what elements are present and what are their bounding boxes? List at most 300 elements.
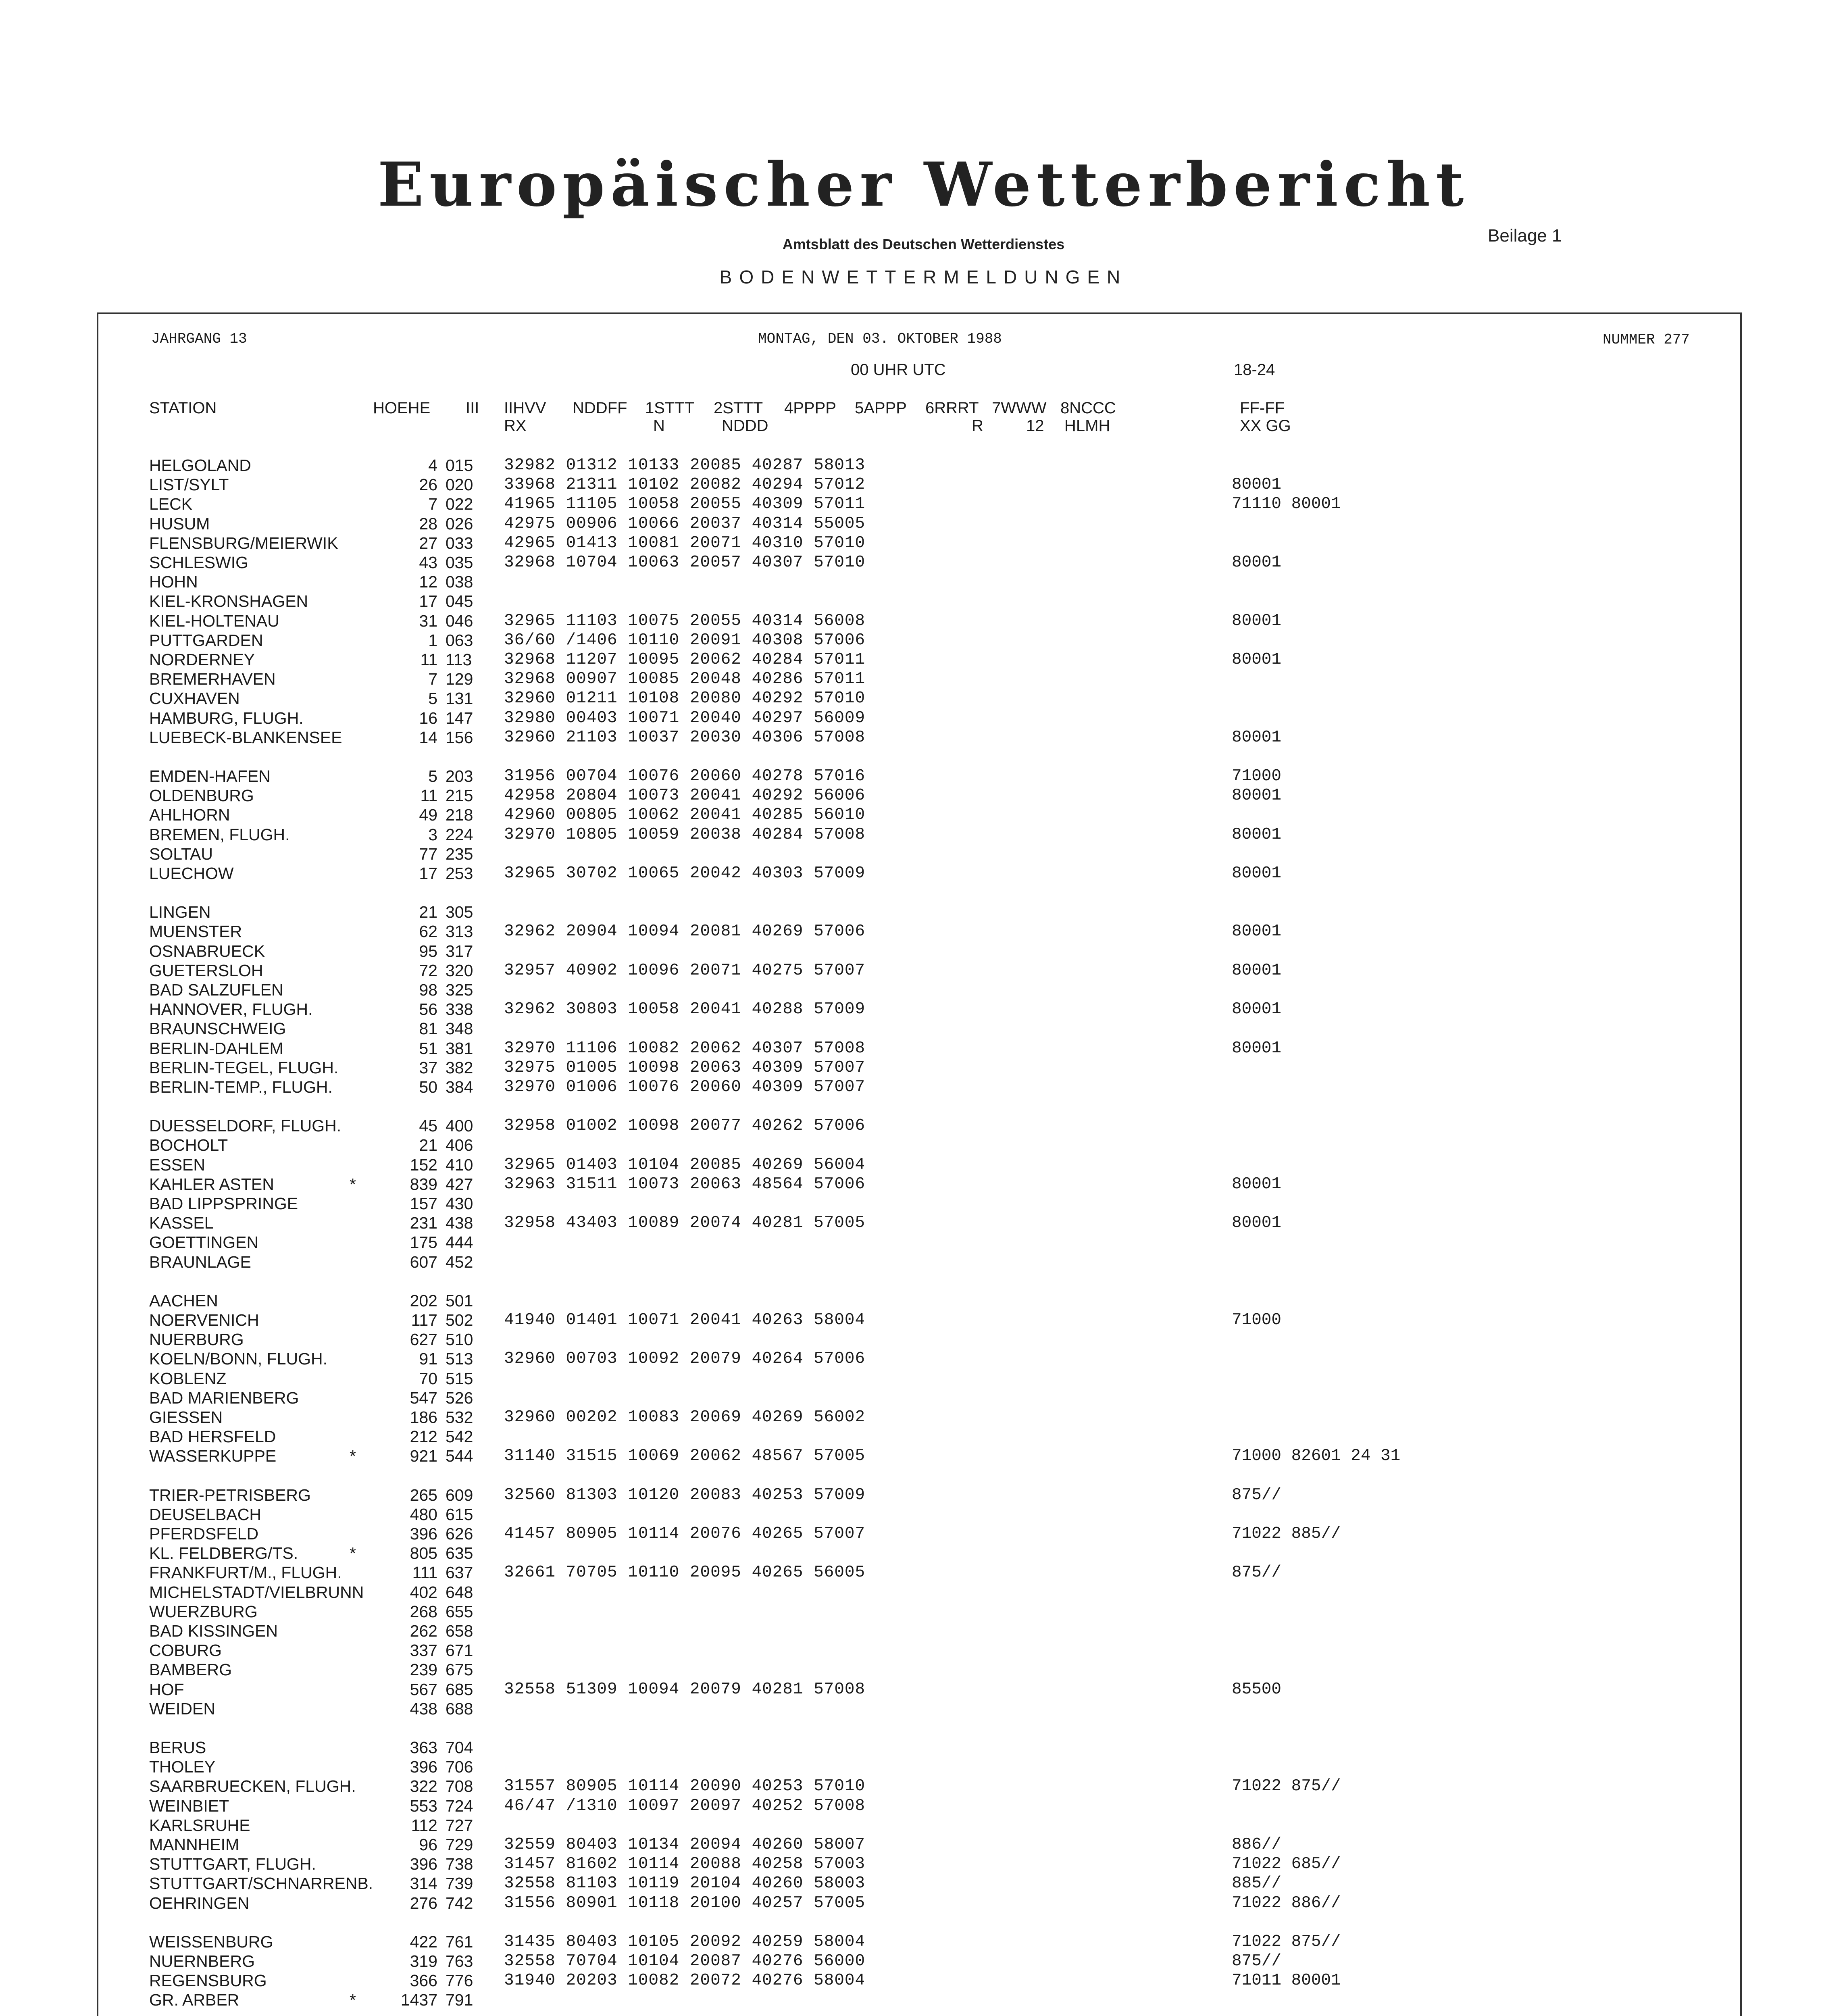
extra-groups: 875// [1232, 1563, 1282, 1582]
station-height: 56 [419, 1000, 437, 1018]
station-id: 452 [446, 1253, 473, 1271]
station-name: KL. FELDBERG/TS. [149, 1544, 298, 1562]
station-row [0, 1058, 1847, 1077]
station-name: FRANKFURT/M., FLUGH. [149, 1563, 342, 1582]
observation-groups: 32965 11103 10075 20055 40314 56008 [504, 612, 866, 630]
observation-groups: 32982 01312 10133 20085 40287 58013 [504, 456, 866, 475]
station-row [0, 1039, 1847, 1058]
station-height: 37 [419, 1058, 437, 1077]
station-id: 637 [446, 1563, 473, 1582]
station-name: BRAUNSCHWEIG [149, 1019, 286, 1038]
station-height: 839 [410, 1175, 437, 1193]
station-height: 265 [410, 1486, 437, 1504]
station-height: 363 [410, 1738, 437, 1757]
observation-groups: 32980 00403 10071 20040 40297 56009 [504, 709, 866, 727]
station-row [0, 1738, 1847, 1757]
extra-groups: 80001 [1232, 1175, 1282, 1193]
station-height: 26 [419, 475, 437, 494]
station-height: 77 [419, 845, 437, 863]
station-name: STUTTGART/SCHNARRENB. [149, 1874, 373, 1893]
col-hoehe: HOEHE [373, 399, 431, 417]
station-name: AHLHORN [149, 806, 230, 824]
station-id: 147 [446, 709, 473, 727]
station-row [0, 1233, 1847, 1252]
station-row [0, 1621, 1847, 1641]
observation-groups: 46/47 /1310 10097 20097 40252 57008 [504, 1797, 866, 1815]
extra-groups: 885// [1232, 1874, 1282, 1893]
col-8nccc: 8NCCC [1060, 399, 1116, 417]
col-6rrrt-sub: R [972, 417, 983, 435]
station-id: 317 [446, 942, 473, 960]
station-height: 276 [410, 1894, 437, 1912]
station-row [0, 1971, 1847, 1990]
station-row [0, 1194, 1847, 1213]
station-height: 96 [419, 1835, 437, 1854]
station-name: HOHN [149, 573, 198, 591]
station-id: 382 [446, 1058, 473, 1077]
station-row [0, 1213, 1847, 1233]
station-height: 5 [428, 689, 437, 708]
station-row [0, 1349, 1847, 1368]
col-nddff: NDDFF [573, 399, 627, 417]
station-row [0, 1932, 1847, 1951]
station-id: 675 [446, 1660, 473, 1679]
station-id: 542 [446, 1427, 473, 1446]
extra-groups: 71110 80001 [1232, 495, 1341, 513]
station-height: 51 [419, 1039, 437, 1058]
station-name: CUXHAVEN [149, 689, 240, 708]
station-height: 62 [419, 922, 437, 941]
station-name: HOF [149, 1680, 184, 1699]
station-height: 17 [419, 592, 437, 610]
station-row [0, 1524, 1847, 1543]
station-name: NOERVENICH [149, 1311, 259, 1329]
station-name: BAD HERSFELD [149, 1427, 276, 1446]
station-height: 607 [410, 1253, 437, 1271]
station-height: 921 [410, 1447, 437, 1465]
station-name: SOLTAU [149, 845, 213, 863]
observation-groups: 32965 01403 10104 20085 40269 56004 [504, 1156, 866, 1174]
station-name: HANNOVER, FLUGH. [149, 1000, 313, 1018]
station-row [0, 1854, 1847, 1874]
station-row [0, 1369, 1847, 1388]
station-name: BAD KISSINGEN [149, 1622, 278, 1640]
station-row [0, 1505, 1847, 1524]
station-row [0, 1816, 1847, 1835]
station-name: BREMEN, FLUGH. [149, 825, 290, 844]
station-id: 113 [446, 650, 472, 669]
station-row [0, 1776, 1847, 1796]
extra-groups: 80001 [1232, 650, 1282, 669]
station-height: 43 [419, 553, 437, 572]
station-height: 322 [410, 1777, 437, 1795]
station-id: 215 [446, 786, 473, 805]
station-id: 430 [446, 1194, 473, 1213]
station-row [0, 766, 1847, 786]
time-range-label: 18-24 [1234, 361, 1275, 379]
station-id: 708 [446, 1777, 473, 1795]
extra-groups: 80001 [1232, 728, 1282, 747]
station-name: NORDERNEY [149, 650, 255, 669]
station-row [0, 786, 1847, 805]
station-name: BERLIN-DAHLEM [149, 1039, 283, 1058]
observation-groups: 31557 80905 10114 20090 40253 57010 [504, 1777, 866, 1795]
extra-groups: 71022 875// [1232, 1933, 1341, 1951]
station-id: 761 [446, 1933, 473, 1951]
col-6rrrt: 6RRRT [925, 399, 979, 417]
station-name: KOELN/BONN, FLUGH. [149, 1350, 327, 1368]
station-height: 319 [410, 1952, 437, 1970]
station-row [0, 1543, 1847, 1563]
station-row [0, 864, 1847, 883]
station-height: 262 [410, 1622, 437, 1640]
observation-groups: 31457 81602 10114 20088 40258 57003 [504, 1855, 866, 1873]
station-row [0, 514, 1847, 533]
station-row [0, 902, 1847, 922]
extra-groups: 71022 885// [1232, 1524, 1341, 1543]
observation-groups: 41965 11105 10058 20055 40309 57011 [504, 495, 866, 513]
station-row [0, 1874, 1847, 1893]
station-name: BAD MARIENBERG [149, 1389, 299, 1407]
station-name: REGENSBURG [149, 1971, 267, 1990]
station-id: 648 [446, 1583, 473, 1602]
station-name: TRIER-PETRISBERG [149, 1486, 311, 1504]
station-id: 502 [446, 1311, 473, 1329]
observation-groups: 32970 10805 10059 20038 40284 57008 [504, 825, 866, 844]
station-height: 1437 [400, 1991, 437, 2009]
time-label: 00 UHR UTC [851, 361, 946, 379]
col-iihvv-sub: RX [504, 417, 527, 435]
col-iihvv: IIHVV [504, 399, 546, 417]
col-iii: III [466, 399, 479, 417]
station-id: 526 [446, 1389, 473, 1407]
station-height: 627 [410, 1330, 437, 1349]
station-name: GR. ARBER [149, 1991, 239, 2009]
mountain-station-marker: * [350, 1447, 356, 1465]
extra-groups: 71022 685// [1232, 1855, 1341, 1873]
extra-groups: 71022 886// [1232, 1894, 1341, 1912]
extra-groups: 71011 80001 [1232, 1971, 1341, 1990]
station-name: DUESSELDORF, FLUGH. [149, 1116, 341, 1135]
station-height: 422 [410, 1933, 437, 1951]
station-row [0, 1699, 1847, 1718]
station-name: BERUS [149, 1738, 206, 1757]
station-id: 410 [446, 1156, 473, 1174]
observation-groups: 32970 01006 10076 20060 40309 57007 [504, 1078, 866, 1096]
station-name: LIST/SYLT [149, 475, 229, 494]
observation-groups: 31556 80901 10118 20100 40257 57005 [504, 1894, 866, 1912]
station-name: MANNHEIM [149, 1835, 239, 1854]
station-id: 704 [446, 1738, 473, 1757]
station-name: OLDENBURG [149, 786, 254, 805]
observation-groups: 32560 81303 10120 20083 40253 57009 [504, 1486, 866, 1504]
col-7www: 7WWW [992, 399, 1047, 417]
date-label: MONTAG, DEN 03. OKTOBER 1988 [758, 331, 1002, 347]
station-height: 5 [428, 767, 437, 785]
station-height: 202 [410, 1291, 437, 1310]
station-id: 338 [446, 1000, 473, 1018]
observation-groups: 32558 51309 10094 20079 40281 57008 [504, 1680, 866, 1699]
station-name: BRAUNLAGE [149, 1253, 251, 1271]
col-4pppp: 4PPPP [784, 399, 836, 417]
station-row [0, 1291, 1847, 1310]
observation-groups: 32968 10704 10063 20057 40307 57010 [504, 553, 866, 572]
extra-groups: 80001 [1232, 553, 1282, 572]
station-row [0, 1602, 1847, 1621]
station-height: 231 [410, 1214, 437, 1232]
observation-groups: 32962 20904 10094 20081 40269 57006 [504, 922, 866, 941]
station-row [0, 1175, 1847, 1194]
station-id: 438 [446, 1214, 473, 1232]
station-row [0, 494, 1847, 514]
station-row [0, 1019, 1847, 1038]
mountain-station-marker: * [350, 1991, 356, 2009]
station-row [0, 708, 1847, 728]
station-row [0, 631, 1847, 650]
station-id: 776 [446, 1971, 473, 1990]
extra-groups: 80001 [1232, 864, 1282, 883]
station-id: 026 [446, 514, 473, 533]
station-id: 022 [446, 495, 473, 513]
station-height: 16 [419, 709, 437, 727]
station-id: 035 [446, 553, 473, 572]
station-name: HAMBURG, FLUGH. [149, 709, 304, 727]
station-row [0, 553, 1847, 572]
station-id: 020 [446, 475, 473, 494]
station-row [0, 591, 1847, 611]
station-name: FLENSBURG/MEIERWIK [149, 534, 338, 552]
observation-groups: 31940 20203 10082 20072 40276 58004 [504, 1971, 866, 1990]
station-name: KAHLER ASTEN [149, 1175, 274, 1193]
station-name: LECK [149, 495, 193, 513]
observation-groups: 32558 81103 10119 20104 40260 58003 [504, 1874, 866, 1893]
extra-groups: 80001 [1232, 1000, 1282, 1018]
station-name: BOCHOLT [149, 1136, 228, 1154]
extra-groups: 80001 [1232, 475, 1282, 494]
station-name: THOLEY [149, 1758, 216, 1776]
station-height: 157 [410, 1194, 437, 1213]
station-id: 544 [446, 1447, 473, 1465]
col-2sttt-sub: NDDD [722, 417, 768, 435]
station-id: 235 [446, 845, 473, 863]
station-height: 402 [410, 1583, 437, 1602]
station-name: NUERNBERG [149, 1952, 255, 1970]
station-row [0, 572, 1847, 591]
station-id: 320 [446, 961, 473, 980]
observation-groups: 32958 01002 10098 20077 40262 57006 [504, 1116, 866, 1135]
station-height: 72 [419, 961, 437, 980]
station-id: 325 [446, 981, 473, 999]
station-height: 268 [410, 1602, 437, 1621]
observation-groups: 32957 40902 10096 20071 40275 57007 [504, 961, 866, 980]
col-2sttt: 2STTT [714, 399, 763, 417]
station-height: 21 [419, 903, 437, 921]
station-name: KARLSRUHE [149, 1816, 250, 1835]
observation-groups: 41940 01401 10071 20041 40263 58004 [504, 1311, 866, 1329]
station-id: 038 [446, 573, 473, 591]
station-name: GIESSEN [149, 1408, 223, 1427]
station-height: 186 [410, 1408, 437, 1427]
station-id: 218 [446, 806, 473, 824]
page-title: Europäischer Wetterbericht [377, 149, 1470, 220]
station-row [0, 1893, 1847, 1913]
station-row [0, 1135, 1847, 1155]
col-1sttt-sub: N [653, 417, 665, 435]
observation-groups: 32558 70704 10104 20087 40276 56000 [504, 1952, 866, 1970]
station-id: 513 [446, 1350, 473, 1368]
station-row [0, 1427, 1847, 1446]
extra-groups: 80001 [1232, 825, 1282, 844]
station-row [0, 844, 1847, 864]
station-id: 763 [446, 1952, 473, 1970]
station-row [0, 611, 1847, 631]
observation-groups: 32960 00202 10083 20069 40269 56002 [504, 1408, 866, 1427]
station-name: BREMERHAVEN [149, 670, 276, 688]
station-height: 17 [419, 864, 437, 883]
extra-groups: 71000 82601 24 31 [1232, 1447, 1401, 1465]
station-name: KOBLENZ [149, 1369, 227, 1388]
station-name: BAD LIPPSPRINGE [149, 1194, 298, 1213]
station-name: BERLIN-TEGEL, FLUGH. [149, 1058, 339, 1077]
station-row [0, 805, 1847, 825]
station-height: 152 [410, 1156, 437, 1174]
station-id: 313 [446, 922, 473, 941]
station-name: LUEBECK-BLANKENSEE [149, 728, 342, 747]
station-id: 510 [446, 1330, 473, 1349]
station-id: 203 [446, 767, 473, 785]
station-height: 567 [410, 1680, 437, 1699]
station-row [0, 961, 1847, 980]
station-height: 3 [428, 825, 437, 844]
station-row [0, 456, 1847, 475]
station-name: HELGOLAND [149, 456, 251, 475]
col-ffff-sub: XX GG [1240, 417, 1291, 435]
station-height: 337 [410, 1641, 437, 1660]
station-height: 111 [412, 1563, 437, 1582]
station-name: MICHELSTADT/VIELBRUNN [149, 1583, 364, 1602]
station-row [0, 1116, 1847, 1135]
station-row [0, 1796, 1847, 1816]
station-id: 658 [446, 1622, 473, 1640]
station-name: KASSEL [149, 1214, 214, 1232]
page-subtitle: Amtsblatt des Deutschen Wetterdienstes [782, 236, 1065, 252]
station-id: 688 [446, 1699, 473, 1718]
station-name: WASSERKUPPE [149, 1447, 277, 1465]
station-name: DEUSELBACH [149, 1505, 261, 1524]
station-height: 31 [419, 612, 437, 630]
station-id: 515 [446, 1369, 473, 1388]
station-height: 314 [410, 1874, 437, 1893]
station-height: 49 [419, 806, 437, 824]
station-id: 046 [446, 612, 473, 630]
station-name: HUSUM [149, 514, 210, 533]
station-name: GOETTINGEN [149, 1233, 259, 1252]
station-height: 91 [419, 1350, 437, 1368]
station-name: AACHEN [149, 1291, 218, 1310]
station-row [0, 1252, 1847, 1272]
station-height: 239 [410, 1660, 437, 1679]
station-height: 212 [410, 1427, 437, 1446]
station-row [0, 1077, 1847, 1097]
station-name: KIEL-KRONSHAGEN [149, 592, 308, 610]
observation-groups: 32975 01005 10098 20063 40309 57007 [504, 1058, 866, 1077]
station-height: 175 [410, 1233, 437, 1252]
station-id: 791 [446, 1991, 473, 2009]
observation-groups: 41457 80905 10114 20076 40265 57007 [504, 1524, 866, 1543]
station-row [0, 669, 1847, 689]
col-7www-sub: 12 [1026, 417, 1044, 435]
extra-groups: 85500 [1232, 1680, 1282, 1699]
jahrgang-label: JAHRGANG 13 [151, 331, 247, 347]
station-height: 805 [410, 1544, 437, 1562]
station-height: 11 [420, 650, 437, 669]
station-height: 396 [410, 1855, 437, 1873]
extra-groups: 80001 [1232, 786, 1282, 805]
station-height: 21 [419, 1136, 437, 1154]
station-row [0, 533, 1847, 553]
station-height: 14 [419, 728, 437, 747]
station-height: 95 [419, 942, 437, 960]
station-id: 224 [446, 825, 473, 844]
observation-groups: 32960 21103 10037 20030 40306 57008 [504, 728, 866, 747]
station-id: 724 [446, 1797, 473, 1815]
station-height: 117 [411, 1311, 437, 1329]
observation-groups: 42975 00906 10066 20037 40314 55005 [504, 514, 866, 533]
station-name: KIEL-HOLTENAU [149, 612, 279, 630]
station-id: 685 [446, 1680, 473, 1699]
station-name: BAD SALZUFLEN [149, 981, 283, 999]
col-8nccc-sub: HLMH [1064, 417, 1110, 435]
station-id: 444 [446, 1233, 473, 1252]
col-1sttt: 1STTT [645, 399, 695, 417]
station-id: 015 [446, 456, 473, 475]
station-row [0, 922, 1847, 941]
observation-groups: 32970 11106 10082 20062 40307 57008 [504, 1039, 866, 1058]
nummer-label: NUMMER 277 [1603, 331, 1690, 348]
station-id: 615 [446, 1505, 473, 1524]
station-row [0, 1680, 1847, 1699]
station-name: STUTTGART, FLUGH. [149, 1855, 316, 1873]
station-row [0, 1583, 1847, 1602]
station-id: 706 [446, 1758, 473, 1776]
station-height: 366 [410, 1971, 437, 1990]
station-id: 253 [446, 864, 473, 883]
station-row [0, 1388, 1847, 1408]
station-name: SAARBRUECKEN, FLUGH. [149, 1777, 356, 1795]
station-height: 81 [419, 1019, 437, 1038]
station-name: PUTTGARDEN [149, 631, 263, 650]
extra-groups: 875// [1232, 1952, 1282, 1970]
station-row [0, 980, 1847, 1000]
station-name: OEHRINGEN [149, 1894, 250, 1912]
station-id: 384 [446, 1078, 473, 1096]
beilage-label: Beilage 1 [1488, 226, 1562, 246]
observation-groups: 31956 00704 10076 20060 40278 57016 [504, 767, 866, 785]
observation-groups: 42958 20804 10073 20041 40292 56006 [504, 786, 866, 805]
station-height: 4 [428, 456, 437, 475]
station-row [0, 1485, 1847, 1505]
observation-groups: 36/60 /1406 10110 20091 40308 57006 [504, 631, 866, 650]
station-height: 112 [411, 1816, 437, 1835]
extra-groups: 80001 [1232, 1039, 1282, 1058]
station-row [0, 475, 1847, 494]
station-name: LINGEN [149, 903, 211, 921]
observation-groups: 32661 70705 10110 20095 40265 56005 [504, 1563, 866, 1582]
station-height: 28 [419, 514, 437, 533]
col-station: STATION [149, 399, 217, 417]
station-row [0, 941, 1847, 961]
col-ffff: FF-FF [1240, 399, 1285, 417]
